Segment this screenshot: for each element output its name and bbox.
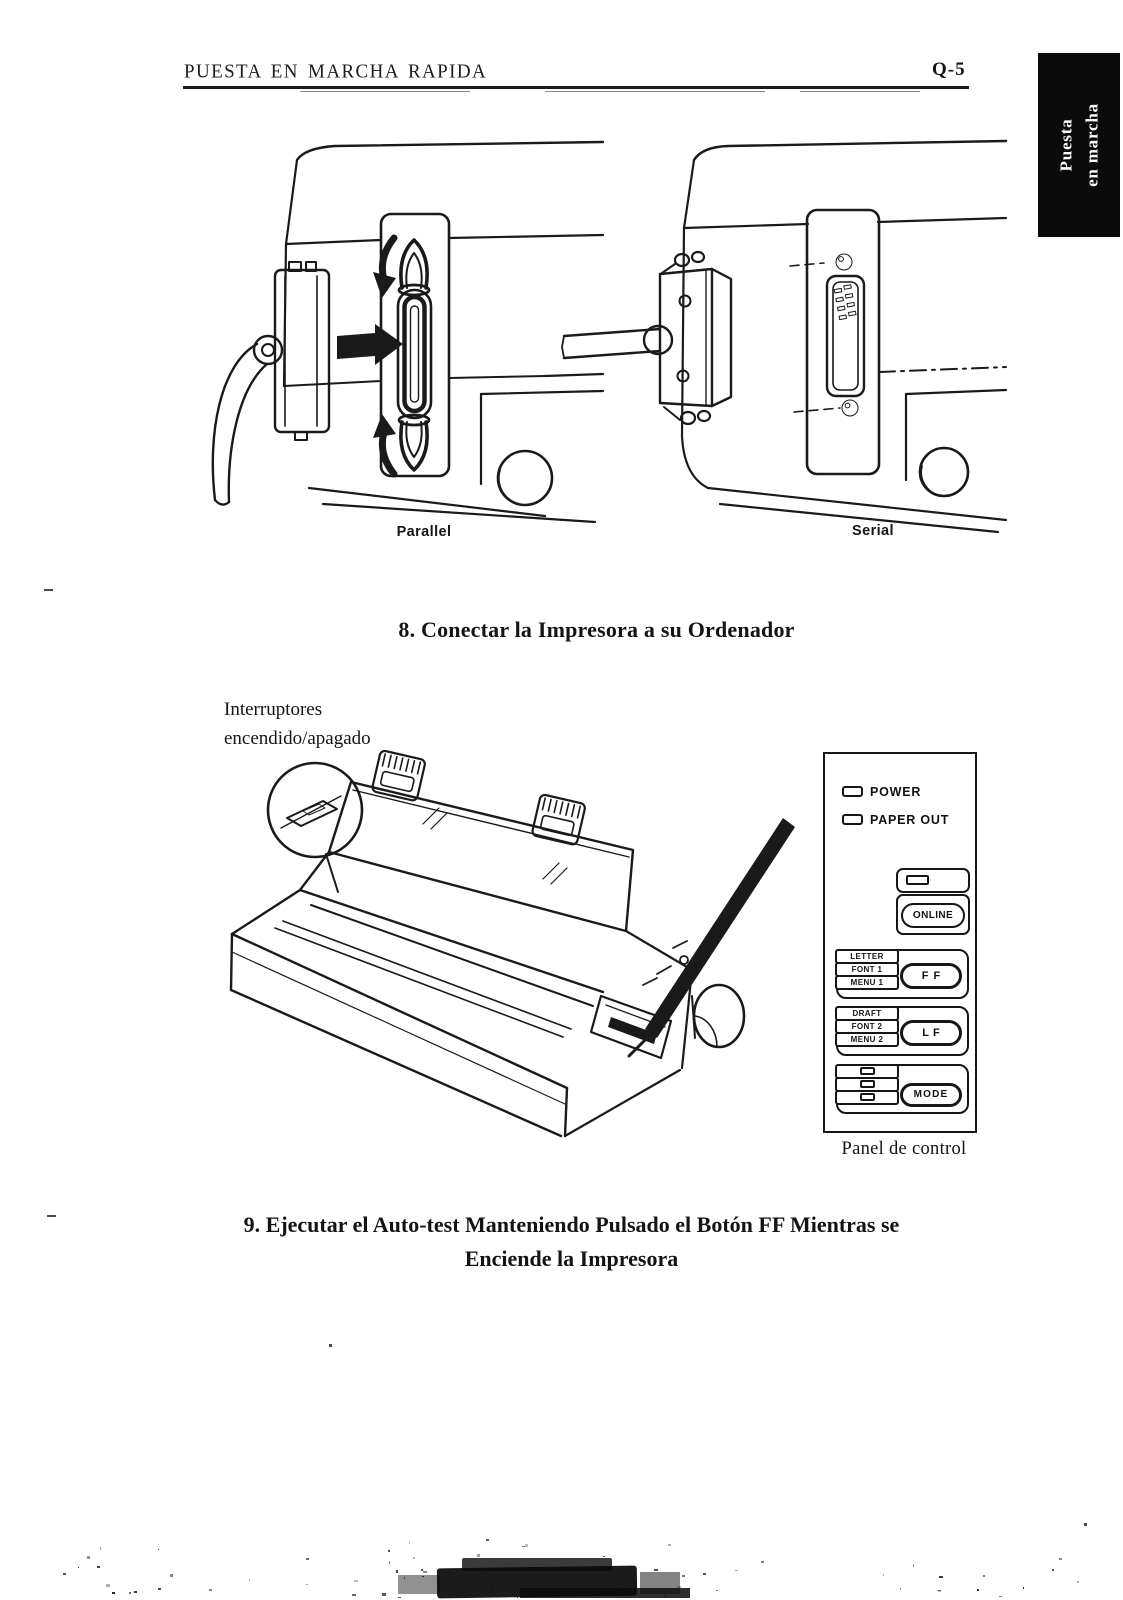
switch-label-line1: Interruptores: [224, 699, 323, 720]
insert-arrow-icon: [337, 324, 403, 365]
figure-parallel-connection: [205, 138, 605, 548]
scan-mark: [329, 1344, 332, 1347]
paper-out-led-label: PAPER OUT: [870, 813, 950, 827]
panel-label-menu1: MENU 1: [835, 975, 899, 990]
power-led: [842, 786, 863, 797]
panel-caption: Panel de control: [841, 1139, 967, 1159]
scan-mark: [47, 1215, 56, 1217]
mode-group-leds: [835, 1064, 899, 1105]
chapter-side-tab-label: Puesta en marcha: [1056, 103, 1101, 187]
header-rule-shadow: [545, 91, 765, 92]
panel-label-letter: LETTER: [835, 949, 899, 964]
mode-led-icon: [860, 1067, 875, 1075]
switch-label-line2: encendido/apagado: [224, 728, 371, 749]
mode-led-row: [835, 1090, 899, 1105]
tractor-sprocket-right: [532, 794, 586, 845]
scan-noise-blob: [398, 1575, 440, 1594]
ff-button-group: [836, 949, 969, 999]
mode-button: MODE: [900, 1083, 962, 1107]
header-rule: [183, 86, 969, 89]
step9-heading-line1: 9. Ejecutar el Auto-test Manteniendo Pulsado el Botón FF Mientras se: [243, 1212, 900, 1237]
online-button-box: [896, 894, 970, 935]
step8-heading: 8. Conectar la Impresora a su Ordenador: [398, 617, 795, 642]
figure-serial-connection: [558, 136, 1008, 546]
lf-button: LF: [900, 1020, 962, 1046]
panel-label-menu2: MENU 2: [835, 1032, 899, 1047]
ff-button: FF: [900, 963, 962, 989]
panel-label-font1: FONT 1: [835, 962, 899, 977]
mode-led-icon: [860, 1093, 875, 1101]
platen-knob: [694, 985, 744, 1047]
scan-mark: [1084, 1523, 1087, 1526]
step9-heading-line2: Enciende la Impresora: [464, 1246, 679, 1271]
scan-noise-blob: [462, 1558, 612, 1571]
ff-group-labels: [835, 949, 899, 990]
mode-button-group: [836, 1064, 969, 1114]
pointer-rod: [645, 818, 795, 1038]
serial-caption: Serial: [852, 523, 894, 539]
page-title: PUESTA EN MARCHA RAPIDA: [184, 60, 488, 83]
online-button: ONLINE: [901, 903, 965, 928]
scan-noise-blob: [640, 1572, 680, 1594]
figure-printer: [225, 738, 800, 1138]
control-panel-figure: [823, 752, 977, 1133]
online-led-box: [896, 868, 970, 893]
lf-button-group: [836, 1006, 969, 1056]
online-led: [906, 875, 929, 885]
header-rule-shadow: [800, 91, 920, 92]
panel-label-draft: DRAFT: [835, 1006, 899, 1021]
power-led-label: POWER: [870, 785, 922, 799]
mode-led-icon: [860, 1080, 875, 1088]
parallel-caption: Parallel: [396, 524, 452, 540]
lf-group-labels: [835, 1006, 899, 1047]
chapter-side-tab: [1038, 53, 1120, 237]
page-number: Q-5: [932, 59, 966, 80]
scan-mark: [44, 589, 53, 591]
panel-label-font2: FONT 2: [835, 1019, 899, 1034]
paper-out-led: [842, 814, 863, 825]
header-rule-shadow: [300, 91, 470, 92]
